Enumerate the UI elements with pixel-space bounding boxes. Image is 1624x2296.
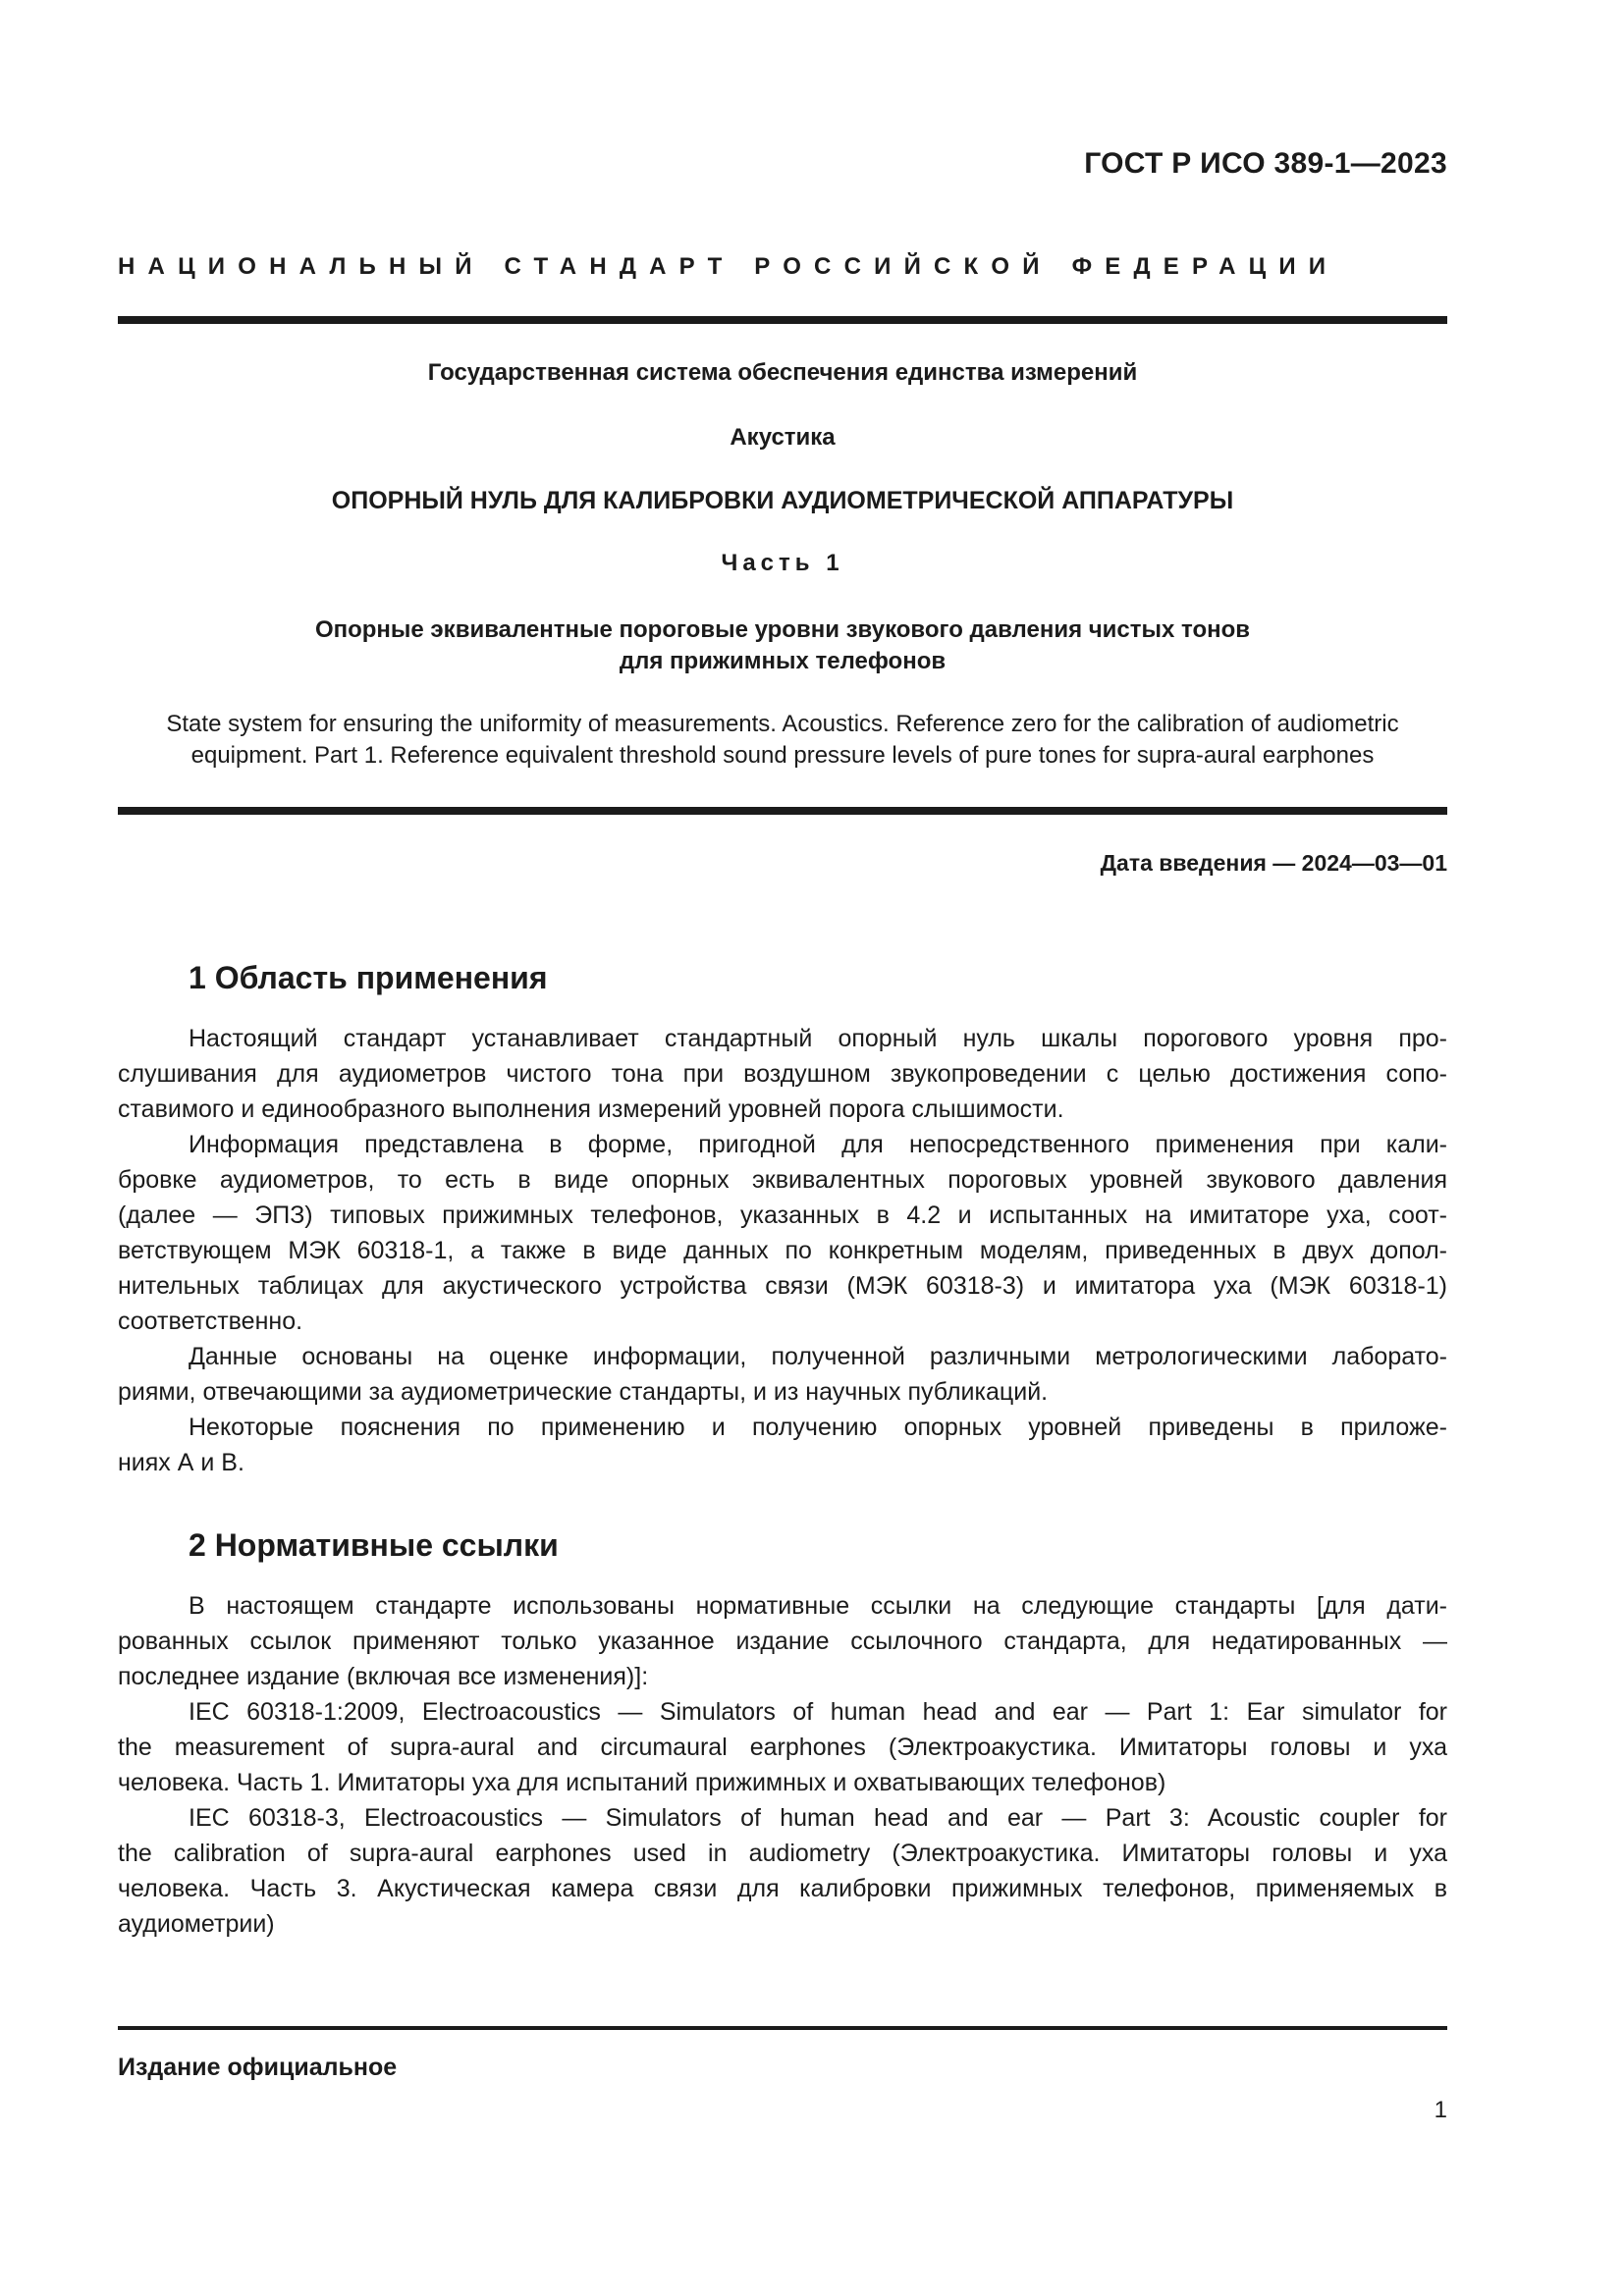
section-1-body (118, 1021, 1447, 1480)
part-title: Часть 1 (721, 550, 844, 576)
text-line: (далее — ЭПЗ) типовых прижимных телефонов, указанных в 4.2 и испытанных на имитаторе уха, соот- (118, 1201, 1447, 1229)
text-line: the calibration of supra-aural earphones used in audiometry (Электроакустика. Имитаторы головы и уха (118, 1840, 1447, 1867)
english-title-line: equipment. Part 1. Reference equivalent threshold sound pressure levels of pure tones for supra-aural earphones (190, 742, 1375, 769)
standard-designation: ГОСТ Р ИСО 389-1—2023 (1084, 147, 1447, 180)
english-title (118, 709, 1447, 772)
system-title: Государственная система обеспечения единства измерений (427, 359, 1138, 386)
footer-rule (118, 2026, 1447, 2030)
text-line: the measurement of supra-aural and circumaural earphones (Электроакустика. Имитаторы головы и уха (118, 1734, 1447, 1761)
subtitle-line: для прижимных телефонов (619, 648, 947, 674)
text-line: последнее издание (включая все изменения)]: (118, 1663, 649, 1690)
section-2-heading: 2 Нормативные ссылки (189, 1527, 559, 1563)
text-line: человека. Часть 3. Акустическая камера связи для калибровки прижимных телефонов, применяемых в (118, 1875, 1447, 1902)
text-line: Некоторые пояснения по применению и получению опорных уровней приведены в приложе- (189, 1414, 1447, 1441)
text-line: ниях А и В. (118, 1449, 244, 1476)
top-rule (118, 316, 1447, 324)
text-line: Информация представлена в форме, пригодной для непосредственного применения при кали- (189, 1131, 1447, 1158)
text-line: В настоящем стандарте использованы нормативные ссылки на следующие стандарты [для дати- (189, 1592, 1447, 1620)
text-line: ветствующем МЭК 60318-1, а также в виде данных по конкретным моделям, приведенных в двух допол- (118, 1237, 1447, 1264)
text-line: IEC 60318-3, Electroacoustics — Simulators of human head and ear — Part 3: Acoustic coupler for (189, 1804, 1447, 1832)
text-line: рованных ссылок применяют только указанное издание ссылочного стандарта, для недатированных — (118, 1628, 1447, 1655)
english-title-line: State system for ensuring the uniformity of measurements. Acoustics. Reference zero for the calibration of audiometric (166, 711, 1399, 737)
text-line: Настоящий стандарт устанавливает стандартный опорный нуль шкалы порогового уровня про- (189, 1025, 1447, 1052)
text-line: бровке аудиометров, то есть в виде опорных эквивалентных пороговых уровней звукового давления (118, 1166, 1447, 1194)
title-bottom-rule (118, 807, 1447, 815)
text-line: IEC 60318-1:2009, Electroacoustics — Simulators of human head and ear — Part 1: Ear simulator for (189, 1698, 1447, 1726)
introduction-date: Дата введения — 2024—03—01 (1100, 850, 1447, 876)
page-number: 1 (1434, 2097, 1447, 2123)
text-line: Данные основаны на оценке информации, полученной различными метрологическими лаборато- (189, 1343, 1447, 1370)
text-line: ставимого и единообразного выполнения измерений уровней порога слышимости. (118, 1095, 1064, 1123)
section-1-heading: 1 Область применения (189, 960, 548, 995)
text-line: человека. Часть 1. Имитаторы уха для испытаний прижимных и охватывающих телефонов) (118, 1769, 1166, 1796)
official-edition-label: Издание официальное (118, 2054, 398, 2081)
field-title: Акустика (730, 424, 836, 451)
text-line: нительных таблицах для акустического устройства связи (МЭК 60318-3) и имитатора уха (МЭК 60318-1) (118, 1272, 1447, 1300)
text-line: аудиометрии) (118, 1910, 275, 1938)
text-line: соответственно. (118, 1308, 303, 1335)
text-line: слушивания для аудиометров чистого тона при воздушном звукопроведении с целью достижения сопо- (118, 1060, 1447, 1088)
national-standard-banner: НАЦИОНАЛЬНЫЙ СТАНДАРТ РОССИЙСКОЙ ФЕДЕРАЦИИ (118, 253, 1339, 280)
section-2-body (118, 1588, 1447, 1942)
subtitle-line: Опорные эквивалентные пороговые уровни звукового давления чистых тонов (314, 616, 1251, 643)
subtitle (118, 614, 1447, 677)
main-title: ОПОРНЫЙ НУЛЬ ДЛЯ КАЛИБРОВКИ АУДИОМЕТРИЧЕСКОЙ АППАРАТУРЫ (331, 487, 1234, 514)
text-line: риями, отвечающими за аудиометрические стандарты, и из научных публикаций. (118, 1378, 1049, 1406)
